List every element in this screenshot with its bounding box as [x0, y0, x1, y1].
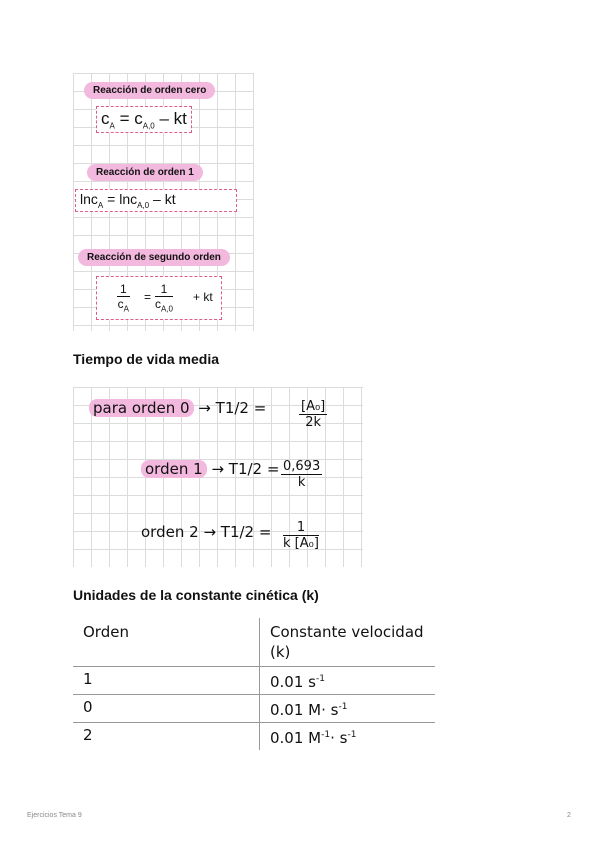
- halflife-image: [73, 387, 363, 567]
- units-table: [73, 618, 435, 750]
- halflife-row-1: orden 1 → T1/2 =: [141, 460, 279, 478]
- first-order-label: Reacción de orden 1: [87, 164, 203, 181]
- halflife-frac-2: $\frac{1}{\text{k [A₀]}}$: [283, 520, 319, 551]
- second-order-formula: 1 $c_A$ = 1 $c_{A,0}$ + kt: [96, 276, 222, 320]
- footer-title: Ejercicios Tema 9: [27, 812, 82, 819]
- halflife-frac-0: $\frac{\text{[A₀]}}{2k}$: [301, 399, 326, 430]
- units-heading: Unidades de la constante cinética (k): [73, 587, 319, 603]
- first-order-formula: lnc$_A$ = lnc$_{A,0}$ – kt: [75, 189, 237, 212]
- zero-order-label: Reacción de orden cero: [84, 82, 215, 99]
- halflife-row-2: orden 2 → T1/2 =: [141, 523, 272, 541]
- column-header-constant: Constante velocidad (k): [270, 623, 424, 661]
- table-row: 0 0.01 $M\cdot s^{-1}$: [73, 695, 435, 723]
- zero-order-formula: $c_A = c_{A,0}$ – kt: [96, 106, 192, 133]
- table-header-row: [73, 618, 435, 667]
- halflife-row-0: para orden 0 → T1/2 =: [89, 399, 266, 417]
- table-row: 1 0.01 $s^{-1}$: [73, 667, 435, 695]
- second-order-label: Reacción de segundo orden: [78, 249, 230, 266]
- table-row: 2 0.01 $M^{-1}\cdot s^{-1}$: [73, 723, 435, 751]
- page-number: 2: [567, 812, 571, 819]
- halflife-frac-1: $\frac{0,693}{k}$: [283, 459, 321, 490]
- column-header-order: Orden: [73, 618, 260, 667]
- halflife-heading: Tiempo de vida media: [73, 351, 220, 367]
- formula-image: [73, 73, 254, 331]
